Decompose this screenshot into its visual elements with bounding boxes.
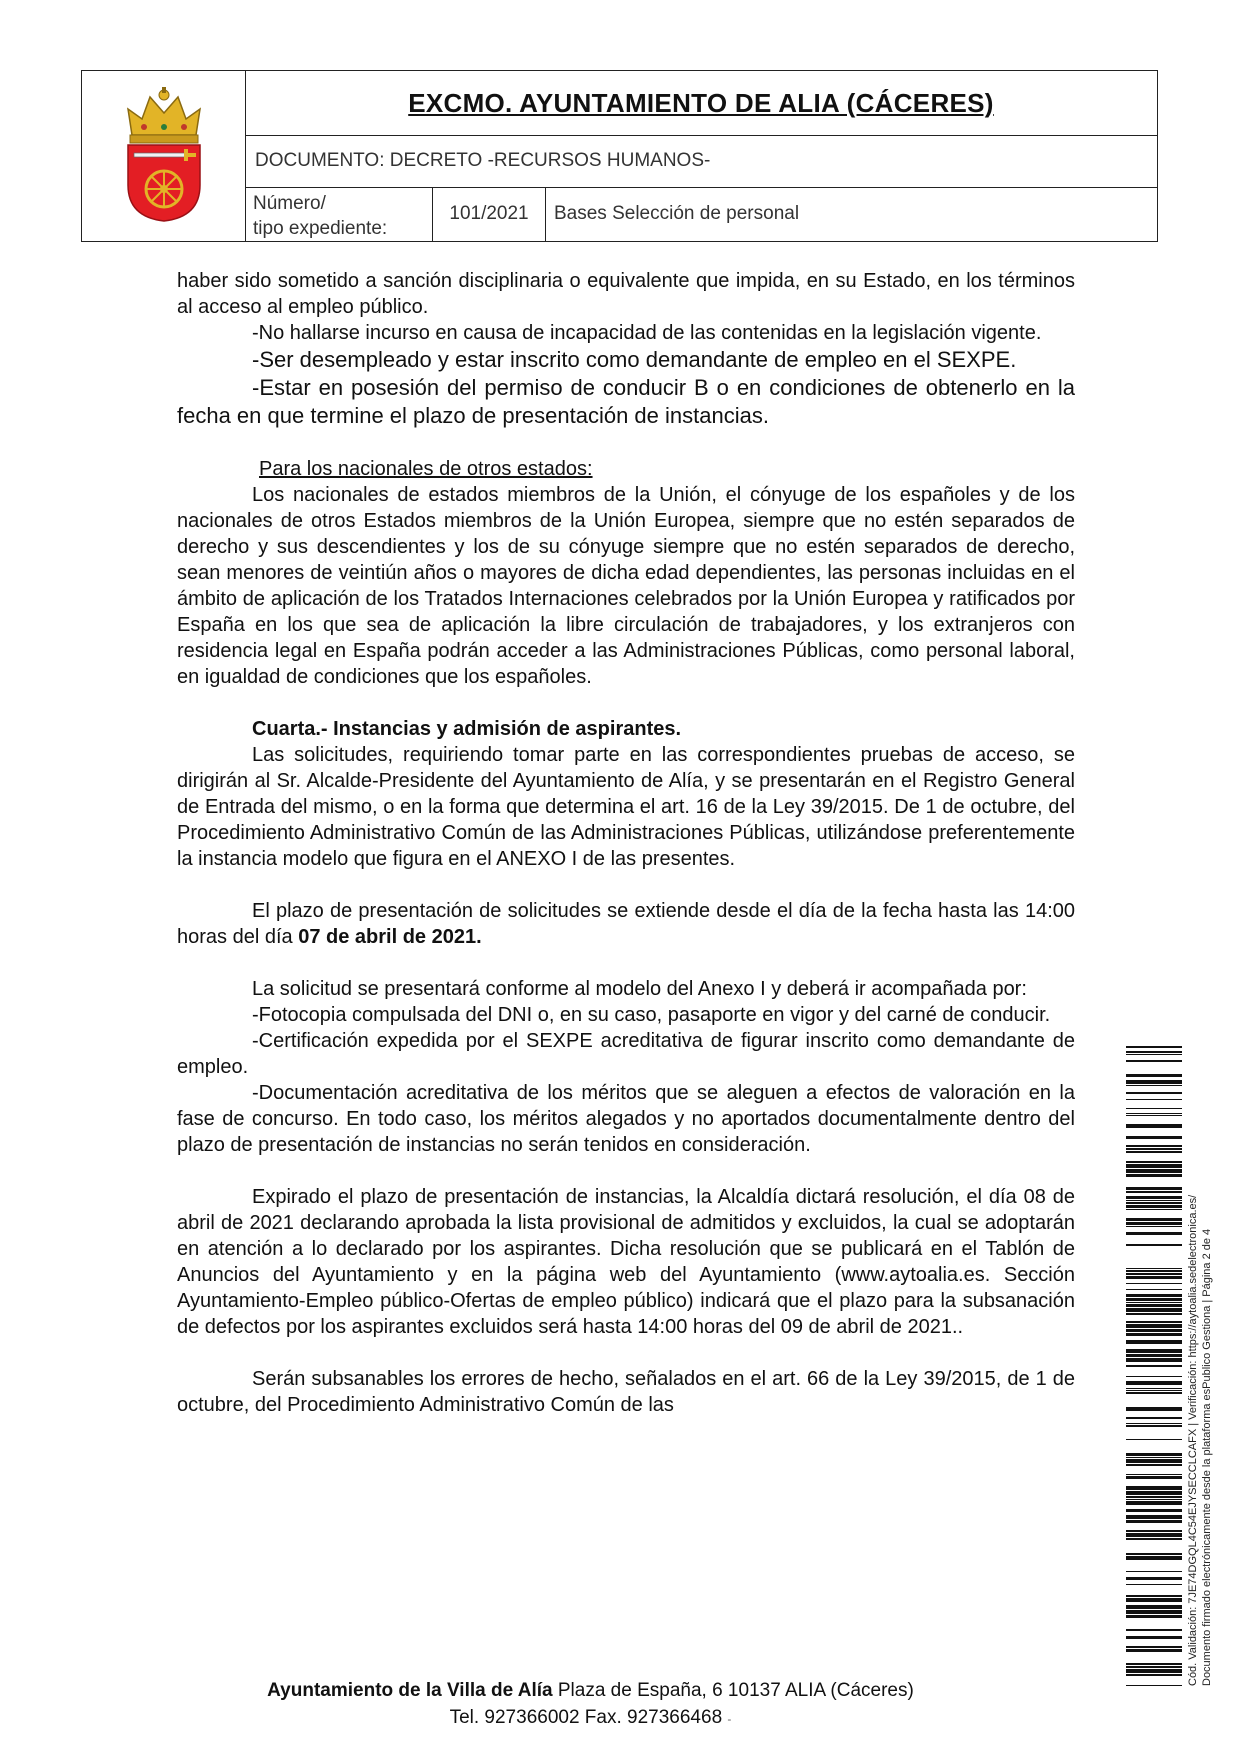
coat-of-arms-icon (124, 87, 204, 223)
paragraph: Los nacionales de estados miembros de la Unión, el cónyuge de los españoles y de los nacionales de otros Estados miembros de la Unión Europea, siempre que no estén separados de derecho y sus descendientes y los de su cónyuge siempre que no estén separados de derecho, sean menores de veintiún años o mayores de dicha edad dependientes, las personas incluidas en el ámbito de aplicación de los Tratados Internaciones celebrados por la Unión Europea y ratificados por España en los que sea de aplicación la libre circulación de trabajadores, y los extranjeros con residencia legal en España podrán acceder a las Administraciones Públicas, como personal laboral, en igualdad de condiciones que los españoles. (177, 484, 1075, 688)
paragraph: -Fotocopia compulsada del DNI o, en su caso, pasaporte en vigor y del carné de conducir. (252, 1004, 1051, 1026)
paragraph: El plazo de presentación de solicitudes se extiende desde el día de la fecha hasta las 14:00 horas del día 07 de abril de 2021. (177, 900, 1075, 948)
numero-label: Número/ tipo expediente: (245, 187, 433, 241)
paragraph: -Ser desempleado y estar inscrito como demandante de empleo en el SEXPE. (252, 347, 1017, 372)
tipo-value: Bases Selección de personal (554, 203, 800, 224)
footer-address: Plaza de España, 6 10137 ALIA (Cáceres) (552, 1680, 914, 1701)
paragraph: Serán subsanables los errores de hecho, señalados en el art. 66 de la Ley 39/2015, de 1 de octubre, del Procedimiento Administrativo Común de las (177, 1368, 1075, 1416)
paragraph: La solicitud se presentará conforme al modelo del Anexo I y deberá ir acompañada por: (252, 978, 1027, 1000)
paragraph: -Estar en posesión del permiso de conducir B o en condiciones de obtenerlo en la fecha en que termine el plazo de presentación de instancias. (177, 375, 1075, 428)
ayuntamiento-title: EXCMO. AYUNTAMIENTO DE ALIA (CÁCERES) (408, 87, 994, 118)
numero-value: 101/2021 (433, 187, 546, 241)
section-heading: Para los nacionales de otros estados: (259, 458, 593, 480)
section-heading: Cuarta.- Instancias y admisión de aspirantes. (252, 718, 682, 740)
footer-name: Ayuntamiento de la Villa de Alía (267, 1680, 553, 1701)
document-type-row: DOCUMENTO: DECRETO -RECURSOS HUMANOS- (245, 135, 1157, 188)
expediente-row (245, 187, 1157, 241)
page-footer: Ayuntamiento de la Villa de Alía Plaza de España, 6 10137 ALIA (Cáceres) Tel. 927366002 Fax. 927366468 - (267, 1680, 914, 1728)
title-row (245, 71, 1157, 136)
validation-text: Cód. Validación: 7JE74DGQL4C54EJYSECCLCAFX | Verificación: https://aytoalia.sedelectronica.es/ Documento firmado electrónicamente desde la plataforma esPublico Gestiona | Página 2 de 4 (1187, 1194, 1213, 1686)
document-header (81, 70, 1158, 242)
paragraph: -No hallarse incurso en causa de incapacidad de las contenidas en la legislación vigente. (252, 322, 1042, 344)
deadline-date: 07 de abril de 2021. (298, 926, 482, 948)
crest-cell (82, 71, 246, 241)
barcode-icon (1126, 1046, 1182, 1686)
paragraph: Las solicitudes, requiriendo tomar parte en las correspondientes pruebas de acceso, se dirigirán al Sr. Alcalde-Presidente del Ayuntamiento de Alía, y se presentarán en el Registro General de Entrada del mismo, o en la forma que determina el art. 16 de la Ley 39/2015. De 1 de octubre, del Procedimiento Administrativo Común de las Administraciones Públicas, utilizándose preferentemente la instancia modelo que figura en el ANEXO I de las presentes. (177, 744, 1075, 870)
paragraph: -Certificación expedida por el SEXPE acreditativa de figurar inscrito como demandante de empleo. (177, 1030, 1075, 1078)
paragraph: haber sido sometido a sanción disciplinaria o equivalente que impida, en su Estado, en los términos al acceso al empleo público. (177, 270, 1075, 318)
footer-phones: Tel. 927366002 Fax. 927366468 (449, 1707, 723, 1728)
paragraph: -Documentación acreditativa de los méritos que se aleguen a efectos de valoración en la fase de concurso. En todo caso, los méritos alegados y no aportados documentalmente dentro del plazo de presentación de instancias no serán tenidos en consideración. (177, 1082, 1075, 1156)
document-body (177, 268, 1075, 1418)
paragraph: Expirado el plazo de presentación de instancias, la Alcaldía dictará resolución, el día 08 de abril de 2021 declarando aprobada la lista provisional de admitidos y excluidos, la cual se adoptarán en atención a lo declarado por los aspirantes. Dicha resolución que se publicará en el Tablón de Anuncios del Ayuntamiento y en la página web del Ayuntamiento (www.aytoalia.es. Sección Ayuntamiento-Empleo público-Ofertas de empleo público) indicará que el plazo para la subsanación de defectos por los aspirantes excluidos será hasta 14:00 horas del 09 de abril de 2021.. (177, 1186, 1075, 1338)
